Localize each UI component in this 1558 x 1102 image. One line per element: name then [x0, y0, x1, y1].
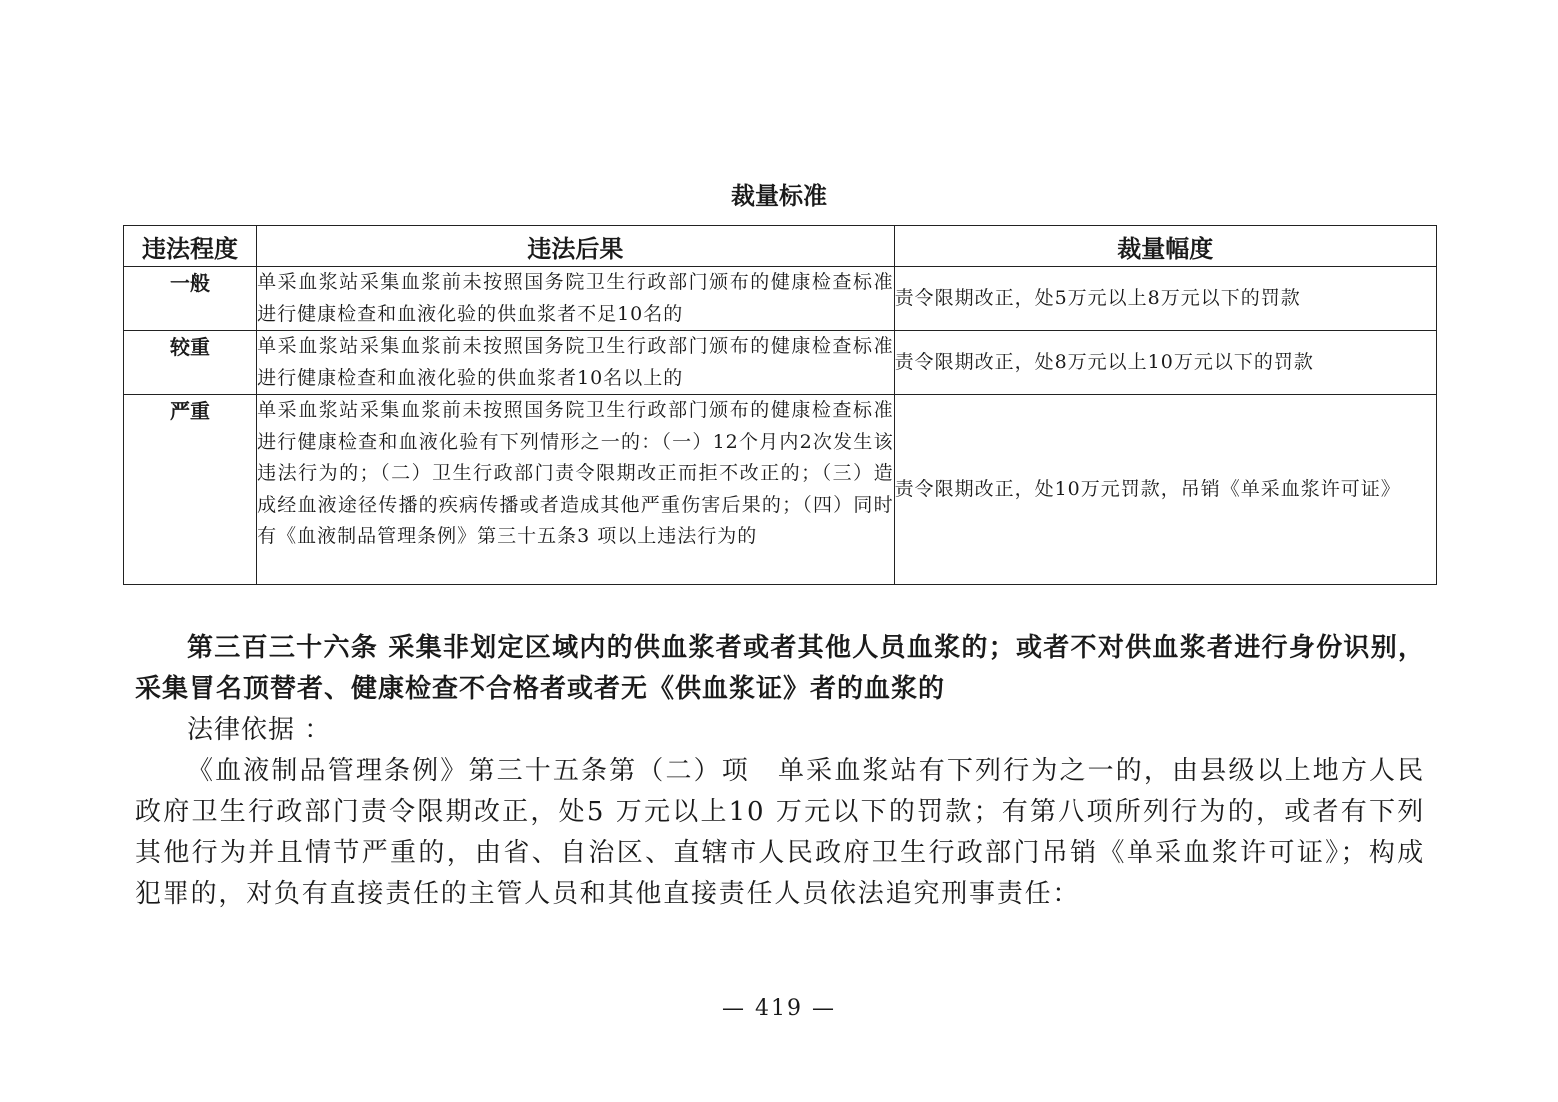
header-violation-degree: 违法程度 [124, 226, 257, 267]
legal-basis-text: 《血液制品管理条例》第三十五条第（二）项 单采血浆站有下列行为之一的，由县级以上地方人民政府卫生行政部门责令限期改正，处5 万元以上10 万元以下的罚款；有第八项所列行为的，或者有下列其他行为并且情节严重的，由省、自治区、直辖市人民政府卫生行政部门吊销《单采血浆许可证》；构成犯罪的，对负有直接责任的主管人员和其他直接责任人员依法追究刑事责任： [135, 756, 1425, 909]
consequence-cell: 单采血浆站采集血浆前未按照国务院卫生行政部门颁布的健康检查标准进行健康检查和血液化验有下列情形之一的：（一）12个月内2次发生该违法行为的；（二）卫生行政部门责令限期改正而拒不改正的；（三）造成经血液途径传播的疾病传播或者造成其他严重伤害后果的；（四）同时有《血液制品管理条例》第三十五条3 项以上违法行为的 [257, 395, 894, 585]
table-row [124, 331, 1437, 395]
discretion-standard-table [123, 225, 1437, 585]
table-row [124, 267, 1437, 331]
range-cell: 责令限期改正，处10万元罚款，吊销《单采血浆许可证》 [894, 395, 1436, 585]
legal-basis-label: 法律依据 ： [187, 715, 332, 745]
degree-cell: 一般 [124, 267, 257, 331]
table-header-row [124, 226, 1437, 267]
degree-cell: 严重 [124, 395, 257, 585]
consequence-cell: 单采血浆站采集血浆前未按照国务院卫生行政部门颁布的健康检查标准进行健康检查和血液化验的供血浆者10名以上的 [257, 331, 894, 395]
header-discretion-range: 裁量幅度 [894, 226, 1436, 267]
article-heading: 第三百三十六条 采集非划定区域内的供血浆者或者其他人员血浆的；或者不对供血浆者进行身份识别，采集冒名顶替者、健康检查不合格者或者无《供血浆证》者的血浆的 [135, 633, 1425, 704]
consequence-cell: 单采血浆站采集血浆前未按照国务院卫生行政部门颁布的健康检查标准进行健康检查和血液化验的供血浆者不足10名的 [257, 267, 894, 331]
article-section [135, 628, 1425, 915]
page-number: — 419 — [722, 996, 836, 1021]
header-violation-consequence: 违法后果 [257, 226, 894, 267]
degree-cell: 较重 [124, 331, 257, 395]
range-cell: 责令限期改正，处5万元以上8万元以下的罚款 [894, 267, 1436, 331]
range-cell: 责令限期改正，处8万元以上10万元以下的罚款 [894, 331, 1436, 395]
page-title: 裁量标准 [731, 182, 827, 210]
table-row [124, 395, 1437, 585]
